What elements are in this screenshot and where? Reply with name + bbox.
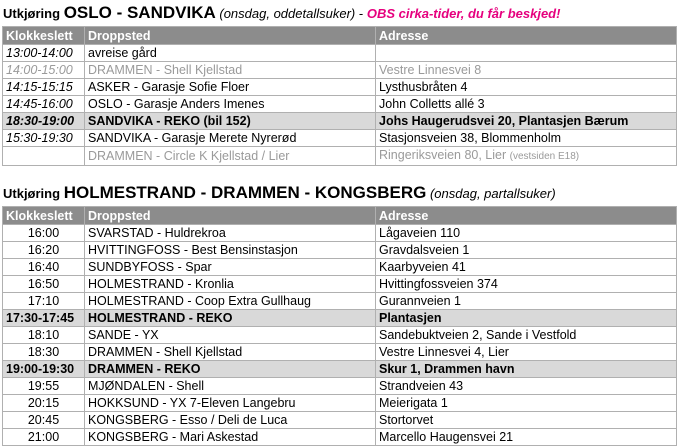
address-text: Lågaveien 110 xyxy=(379,226,461,240)
table-row xyxy=(3,395,677,412)
cell-place: avreise gård xyxy=(85,45,376,62)
address-text: Meierigata 1 xyxy=(379,396,448,410)
header-time: Klokkeslett xyxy=(3,207,85,225)
cell-time: 18:30-19:00 xyxy=(3,113,85,130)
table-header-row xyxy=(3,27,677,45)
cell-place: SVARSTAD - Huldrekroa xyxy=(85,225,376,242)
address-text: Strandveien 43 xyxy=(379,379,464,393)
cell-place: MJØNDALEN - Shell xyxy=(85,378,376,395)
section1-title-sep: - xyxy=(358,6,364,21)
table-row xyxy=(3,113,677,130)
cell-place: HVITTINGFOSS - Best Bensinstasjon xyxy=(85,242,376,259)
table-row xyxy=(3,242,677,259)
cell-address xyxy=(376,147,677,166)
section1-title-days: (onsdag, oddetallsuker) xyxy=(219,6,356,21)
header-address: Adresse xyxy=(376,27,677,45)
address-text: Lysthusbråten 4 xyxy=(379,80,468,94)
cell-address xyxy=(376,412,677,429)
table-row xyxy=(3,259,677,276)
section2-title-route: HOLMESTRAND - DRAMMEN - KONGSBERG xyxy=(63,183,427,202)
cell-address xyxy=(376,242,677,259)
cell-time: 14:45-16:00 xyxy=(3,96,85,113)
cell-place: ASKER - Garasje Sofie Floer xyxy=(85,79,376,96)
cell-time: 16:50 xyxy=(3,276,85,293)
cell-address xyxy=(376,62,677,79)
header-time: Klokkeslett xyxy=(3,27,85,45)
cell-time: 20:45 xyxy=(3,412,85,429)
section2-title-days: (onsdag, partallsuker) xyxy=(429,186,556,201)
address-text: Kaarbyveien 41 xyxy=(379,260,466,274)
cell-address xyxy=(376,130,677,147)
address-note: (vestsiden E18) xyxy=(509,151,580,162)
cell-address xyxy=(376,113,677,130)
cell-place: SANDVIKA - Garasje Merete Nyrerød xyxy=(85,130,376,147)
table-row xyxy=(3,79,677,96)
table-row xyxy=(3,147,677,166)
cell-address xyxy=(376,395,677,412)
section1-obs-note: OBS cirka-tider, du får beskjed! xyxy=(366,6,561,21)
cell-place: KONGSBERG - Esso / Deli de Luca xyxy=(85,412,376,429)
table-row xyxy=(3,62,677,79)
address-text: Vestre Linnesvei 8 xyxy=(379,63,482,77)
cell-time: 21:00 xyxy=(3,429,85,446)
cell-place: HOLMESTRAND - Kronlia xyxy=(85,276,376,293)
cell-place: DRAMMEN - Shell Kjellstad xyxy=(85,344,376,361)
table-row xyxy=(3,276,677,293)
section2-title-lead: Utkjøring xyxy=(3,186,61,201)
cell-address xyxy=(376,361,677,378)
header-address: Adresse xyxy=(376,207,677,225)
address-text: Ringeriksveien 80, Lier xyxy=(379,148,507,162)
address-text: Gurannveien 1 xyxy=(379,294,462,308)
cell-time: 18:10 xyxy=(3,327,85,344)
cell-address xyxy=(376,429,677,446)
table-row xyxy=(3,429,677,446)
header-place: Droppsted xyxy=(85,27,376,45)
address-text: Stortorvet xyxy=(379,413,434,427)
table-row xyxy=(3,130,677,147)
cell-time: 18:30 xyxy=(3,344,85,361)
address-text: Gravdalsveien 1 xyxy=(379,243,470,257)
cell-time: 16:40 xyxy=(3,259,85,276)
cell-address xyxy=(376,378,677,395)
cell-address xyxy=(376,327,677,344)
cell-address xyxy=(376,259,677,276)
cell-time xyxy=(3,147,85,166)
table-row xyxy=(3,310,677,327)
cell-place: DRAMMEN - REKO xyxy=(85,361,376,378)
cell-time: 14:00-15:00 xyxy=(3,62,85,79)
cell-time: 19:00-19:30 xyxy=(3,361,85,378)
table-row xyxy=(3,344,677,361)
section2-table xyxy=(2,206,677,446)
table-row xyxy=(3,412,677,429)
address-text: John Colletts allé 3 xyxy=(379,97,485,111)
cell-address xyxy=(376,225,677,242)
table-row xyxy=(3,361,677,378)
cell-time: 19:55 xyxy=(3,378,85,395)
table-row xyxy=(3,327,677,344)
cell-address xyxy=(376,293,677,310)
cell-address xyxy=(376,344,677,361)
cell-place: DRAMMEN - Shell Kjellstad xyxy=(85,62,376,79)
address-text: Skur 1, Drammen havn xyxy=(379,362,515,376)
cell-place: DRAMMEN - Circle K Kjellstad / Lier xyxy=(85,147,376,166)
section1-title-lead: Utkjøring xyxy=(3,6,61,21)
cell-time: 16:00 xyxy=(3,225,85,242)
cell-place: SANDE - YX xyxy=(85,327,376,344)
cell-address xyxy=(376,96,677,113)
address-text: Plantasjen xyxy=(379,311,442,325)
table-header-row xyxy=(3,207,677,225)
address-text: Sandebuktveien 2, Sande i Vestfold xyxy=(379,328,577,342)
cell-time: 17:10 xyxy=(3,293,85,310)
section1-title xyxy=(3,2,560,25)
cell-place: HOLMESTRAND - REKO xyxy=(85,310,376,327)
cell-time: 17:30-17:45 xyxy=(3,310,85,327)
cell-place: OSLO - Garasje Anders Imenes xyxy=(85,96,376,113)
cell-address xyxy=(376,79,677,96)
address-text: Stasjonsveien 38, Blommenholm xyxy=(379,131,562,145)
table-row xyxy=(3,293,677,310)
cell-place: HOLMESTRAND - Coop Extra Gullhaug xyxy=(85,293,376,310)
address-text: Vestre Linnesvei 4, Lier xyxy=(379,345,509,359)
cell-place: KONGSBERG - Mari Askestad xyxy=(85,429,376,446)
table-row xyxy=(3,378,677,395)
cell-place: SUNDBYFOSS - Spar xyxy=(85,259,376,276)
cell-address xyxy=(376,310,677,327)
cell-time: 13:00-14:00 xyxy=(3,45,85,62)
cell-place: SANDVIKA - REKO (bil 152) xyxy=(85,113,376,130)
cell-time: 14:15-15:15 xyxy=(3,79,85,96)
section1-table xyxy=(2,26,677,166)
table-row xyxy=(3,96,677,113)
header-place: Droppsted xyxy=(85,207,376,225)
section1-title-route: OSLO - SANDVIKA xyxy=(63,3,216,22)
address-text: Marcello Haugensvei 21 xyxy=(379,430,514,444)
section2-title xyxy=(3,182,556,205)
cell-address xyxy=(376,276,677,293)
address-text: Hvittingfossveien 374 xyxy=(379,277,498,291)
cell-address xyxy=(376,45,677,62)
cell-time: 16:20 xyxy=(3,242,85,259)
cell-time: 15:30-19:30 xyxy=(3,130,85,147)
table-row xyxy=(3,225,677,242)
table-row xyxy=(3,45,677,62)
address-text: Johs Haugerudsvei 20, Plantasjen Bærum xyxy=(379,114,629,128)
cell-time: 20:15 xyxy=(3,395,85,412)
cell-place: HOKKSUND - YX 7-Eleven Langebru xyxy=(85,395,376,412)
